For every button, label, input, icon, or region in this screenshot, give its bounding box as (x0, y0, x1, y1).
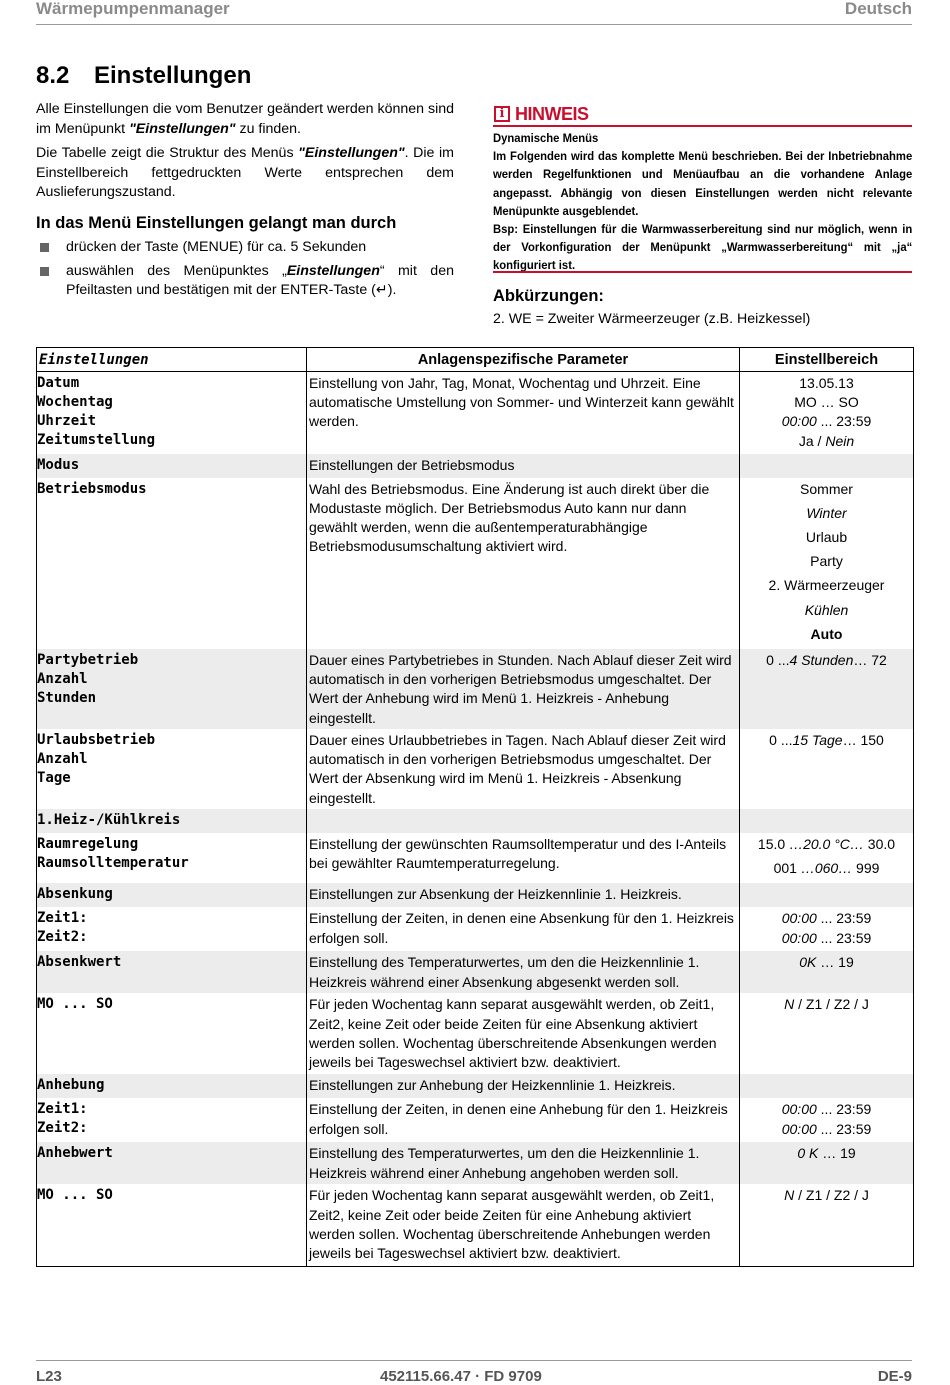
list-item: auswählen des Menüpunktes „Einstellungen“ mit den Pfeiltasten und bestätigen mit der ENTER-Taste (↵). (36, 262, 454, 301)
intro-bullet-list (36, 238, 454, 301)
hinweis-example: Bsp: Einstellungen für die Warmwasserbereitung sind nur möglich, wenn in der Vorkonfiguration der Menüpunkt „Warmwasserbereitung“ mit „ja“ konfiguriert ist. (493, 222, 913, 273)
parameter-description (307, 809, 740, 833)
intro-paragraph-2: Die Tabelle zeigt die Struktur des Menüs "Einstellungen". Die im Einstellbereich fettgedruckten Werte entsprechen dem Auslieferungszustand. (36, 145, 454, 200)
menu-key: Absenkwert (37, 951, 307, 993)
table-header-row (37, 348, 914, 372)
column-header-range: Einstellbereich (740, 348, 914, 372)
hinweis-body (493, 127, 912, 275)
parameter-description: Einstellungen zur Absenkung der Heizkennlinie 1. Heizkreis. (307, 883, 740, 907)
menu-key: Urlaubsbetrieb Anzahl Tage (37, 729, 307, 809)
abbreviations-title: Abkürzungen: (493, 287, 604, 305)
menu-key: Raumregelung Raumsolltemperatur (37, 833, 307, 883)
menu-key: Anhebung (37, 1074, 307, 1098)
table-row (37, 478, 914, 649)
table-row (37, 883, 914, 907)
table-row (37, 729, 914, 809)
table-row (37, 833, 914, 883)
setting-range: 0 ...15 Tage… 150 (740, 729, 914, 809)
hinweis-divider (493, 271, 912, 273)
table-row (37, 454, 914, 478)
table-row (37, 1184, 914, 1266)
setting-range (740, 454, 914, 478)
table-row (37, 372, 914, 454)
setting-range: Sommer Winter Urlaub Party 2. Wärmeerzeuger Kühlen Auto (740, 478, 914, 649)
parameter-description: Einstellungen zur Anhebung der Heizkennlinie 1. Heizkreis. (307, 1074, 740, 1098)
hinweis-box (493, 104, 912, 275)
table-row (37, 809, 914, 833)
bullet-square-icon (40, 243, 49, 252)
info-icon: i (494, 106, 510, 122)
page-footer (36, 1360, 912, 1385)
menu-key: 1.Heiz-/Kühlkreis (37, 809, 307, 833)
parameter-description: Einstellung der Zeiten, in denen eine Absenkung für den 1. Heizkreis erfolgen soll. (307, 907, 740, 951)
parameter-description: Dauer eines Urlaubbetriebes in Tagen. Nach Ablauf dieser Zeit wird automatisch in den vorherigen Betriebsmodus umgeschaltet. Der Wert der Absenkung wird im Menü 1. Heizkreis - Absenkung eingestellt. (307, 729, 740, 809)
menu-key: Modus (37, 454, 307, 478)
list-item: drücken der Taste (MENUE) für ca. 5 Sekunden (36, 238, 454, 258)
page-number: DE-9 (877, 1368, 912, 1385)
setting-range: N / Z1 / Z2 / J (740, 993, 914, 1074)
menu-key: MO ... SO (37, 993, 307, 1074)
setting-range: 0 K … 19 (740, 1142, 914, 1184)
menu-key: Partybetrieb Anzahl Stunden (37, 649, 307, 729)
parameter-description: Für jeden Wochentag kann separat ausgewählt werden, ob Zeit1, Zeit2, keine Zeit oder beide Zeiten für eine Anhebung aktiviert werden sollen. Wochentag überschreitende Anhebungen werden jeweils bei Tageswechsel aktiviert bzw. deaktiviert. (307, 1184, 740, 1266)
hinweis-text: Im Folgenden wird das komplette Menü beschrieben. Bei der Inbetriebnahme werden Regelfunktionen und Menüaufbau an die vorhandene Anlage angepasst. Abhängig von diesen Einstellungen werden nicht relevante Menüpunkte ausgeblendet. (493, 149, 913, 218)
abbreviation-entry: 2. WE = Zweiter Wärmeerzeuger (z.B. Heizkessel) (493, 311, 811, 327)
table-row (37, 649, 914, 729)
table-row (37, 1098, 914, 1142)
menu-key: MO ... SO (37, 1184, 307, 1266)
page-header (36, 0, 912, 25)
setting-range: 00:00 ... 23:59 00:00 ... 23:59 (740, 1098, 914, 1142)
setting-range (740, 809, 914, 833)
parameter-description: Einstellung der gewünschten Raumsolltemperatur und des I-Anteils bei gewählter Raumtemperaturregelung. (307, 833, 740, 883)
section-title: Einstellungen (94, 62, 252, 89)
section-heading (36, 62, 251, 90)
parameter-description: Einstellung des Temperaturwertes, um den die Heizkennlinie 1. Heizkreis während einer Absenkung abgesenkt werden soll. (307, 951, 740, 993)
table-row (37, 951, 914, 993)
hinweis-subtitle: Dynamische Menüs (493, 131, 599, 145)
menu-key: Absenkung (37, 883, 307, 907)
table-row (37, 1142, 914, 1184)
section-number: 8.2 (36, 62, 70, 89)
parameter-description: Einstellung der Zeiten, in denen eine Anhebung für den 1. Heizkreis erfolgen soll. (307, 1098, 740, 1142)
header-title: Wärmepumpenmanager (36, 0, 230, 18)
bullet-square-icon (40, 267, 49, 276)
intro-subheading: In das Menü Einstellungen gelangt man durch (36, 213, 397, 232)
setting-range (740, 883, 914, 907)
table-row (37, 1074, 914, 1098)
menu-key: Zeit1: Zeit2: (37, 1098, 307, 1142)
setting-range: N / Z1 / Z2 / J (740, 1184, 914, 1266)
hinweis-header (493, 104, 912, 127)
setting-range: 15.0 …20.0 °C… 30.0 001 …060… 999 (740, 833, 914, 883)
table-row (37, 993, 914, 1074)
footer-code: L23 (36, 1368, 62, 1385)
setting-range: 0K … 19 (740, 951, 914, 993)
parameter-description: Einstellung des Temperaturwertes, um den die Heizkennlinie 1. Heizkreis während einer Anhebung angehoben werden soll. (307, 1142, 740, 1184)
menu-key: Datum Wochentag Uhrzeit Zeitumstellung (37, 372, 307, 454)
parameter-description: Einstellung von Jahr, Tag, Monat, Wochentag und Uhrzeit. Eine automatische Umstellung von Sommer- und Winterzeit kann gewählt werden. (307, 372, 740, 454)
intro-column (36, 100, 454, 305)
footer-document-number: 452115.66.47 · FD 9709 (380, 1368, 542, 1385)
menu-key: Anhebwert (37, 1142, 307, 1184)
setting-range: 0 ...4 Stunden… 72 (740, 649, 914, 729)
hinweis-title: HINWEIS (515, 104, 589, 124)
column-header-parameters: Anlagenspezifische Parameter (307, 348, 740, 372)
menu-key: Zeit1: Zeit2: (37, 907, 307, 951)
abbreviations (493, 287, 810, 327)
menu-key: Betriebsmodus (37, 478, 307, 649)
header-language: Deutsch (844, 0, 912, 18)
parameter-description: Dauer eines Partybetriebes in Stunden. Nach Ablauf dieser Zeit wird automatisch in den vorherigen Betriebsmodus umgeschaltet. Der Wert der Anhebung wird im Menü 1. Heizkreis - Anhebung eingestellt. (307, 649, 740, 729)
settings-table (36, 347, 914, 1267)
setting-range: 13.05.13 MO … SO 00:00 ... 23:59 Ja / Nein (740, 372, 914, 454)
setting-range (740, 1074, 914, 1098)
column-header-settings: Einstellungen (37, 348, 307, 372)
setting-range: 00:00 ... 23:59 00:00 ... 23:59 (740, 907, 914, 951)
parameter-description: Für jeden Wochentag kann separat ausgewählt werden, ob Zeit1, Zeit2, keine Zeit oder beide Zeiten für eine Absenkung aktiviert werden sollen. Wochentag überschreitende Absenkungen werden jeweils bei Tageswechsel aktiviert bzw. deaktiviert. (307, 993, 740, 1074)
table-row (37, 907, 914, 951)
parameter-description: Wahl des Betriebsmodus. Eine Änderung ist auch direkt über die Modustaste möglich. Der Betriebsmodus Auto kann nur dann gewählt werden, wenn die außentemperaturabhängige Betriebsmodusumschaltung aktiviert wird. (307, 478, 740, 649)
parameter-description: Einstellungen der Betriebsmodus (307, 454, 740, 478)
intro-paragraph-1: Alle Einstellungen die vom Benutzer geändert werden können sind im Menüpunkt "Einstellungen" zu finden. (36, 101, 455, 137)
